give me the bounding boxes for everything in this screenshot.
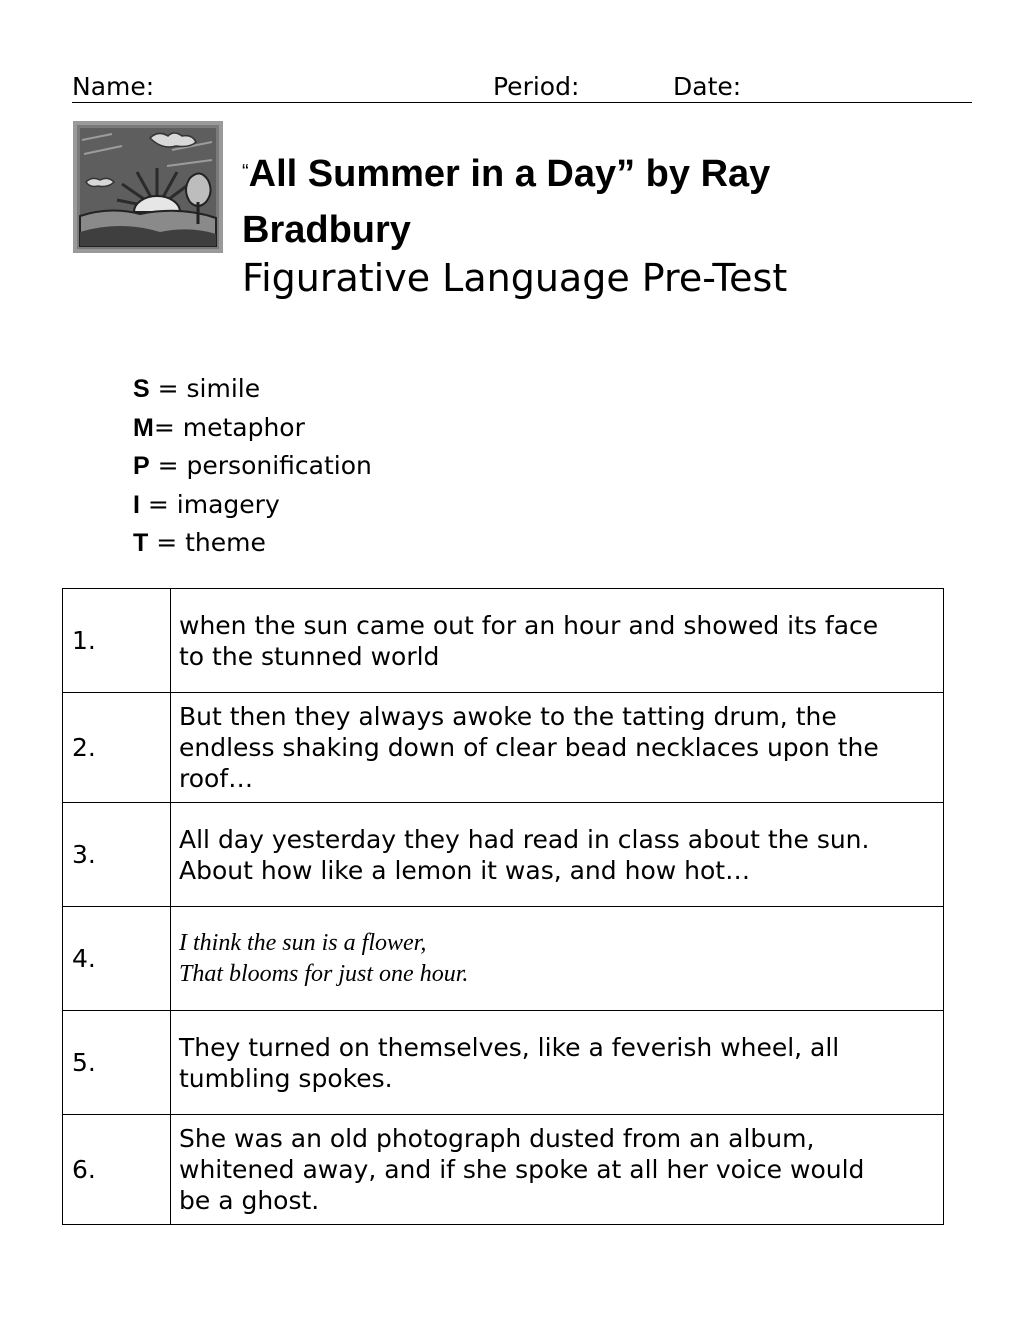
item-quote: when the sun came out for an hour and showed its face to the stunned world: [171, 589, 944, 693]
legend-item-metaphor: M= metaphor: [133, 412, 305, 442]
title-main: All Summer in a Day” by Ray Bradbury: [242, 153, 771, 251]
item-quote: But then they always awoke to the tatting drum, the endless shaking down of clear bead necklaces upon the roof…: [171, 693, 944, 803]
legend-item-imagery: I = imagery: [133, 489, 280, 519]
student-info-line: [72, 72, 972, 103]
legend-item-simile: S = simile: [133, 374, 261, 403]
title-open-quote: “: [242, 161, 249, 183]
item-number: 3.: [63, 803, 171, 907]
item-quote: They turned on themselves, like a feverish wheel, all tumbling spokes.: [171, 1011, 944, 1115]
item-number: 4.: [63, 907, 171, 1011]
item-quote: She was an old photograph dusted from an album, whitened away, and if she spoke at all her voice would be a ghost.: [171, 1115, 944, 1225]
table-row: [63, 589, 944, 693]
item-quote: All day yesterday they had read in class about the sun. About how like a lemon it was, and how hot…: [171, 803, 944, 907]
sunrise-landscape-icon: [72, 120, 224, 254]
item-number: 2.: [63, 693, 171, 803]
name-label: Name:: [72, 72, 155, 101]
legend-item-personification: P = personification: [133, 451, 372, 480]
table-row: [63, 1011, 944, 1115]
table-row: [63, 803, 944, 907]
item-quote: I think the sun is a flower, That blooms for just one hour.: [171, 907, 944, 1011]
table-row: [63, 693, 944, 803]
page-title: [242, 144, 922, 258]
item-number: 5.: [63, 1011, 171, 1115]
quotes-table: [62, 588, 944, 1225]
period-label: Period:: [493, 72, 580, 101]
table-row: [63, 907, 944, 1011]
item-number: 6.: [63, 1115, 171, 1225]
answer-key-legend: [133, 370, 372, 563]
legend-item-theme: T = theme: [133, 528, 266, 557]
table-row: [63, 1115, 944, 1225]
date-label: Date:: [673, 72, 742, 101]
item-number: 1.: [63, 589, 171, 693]
page-subtitle: Figurative Language Pre-Test: [242, 256, 788, 300]
